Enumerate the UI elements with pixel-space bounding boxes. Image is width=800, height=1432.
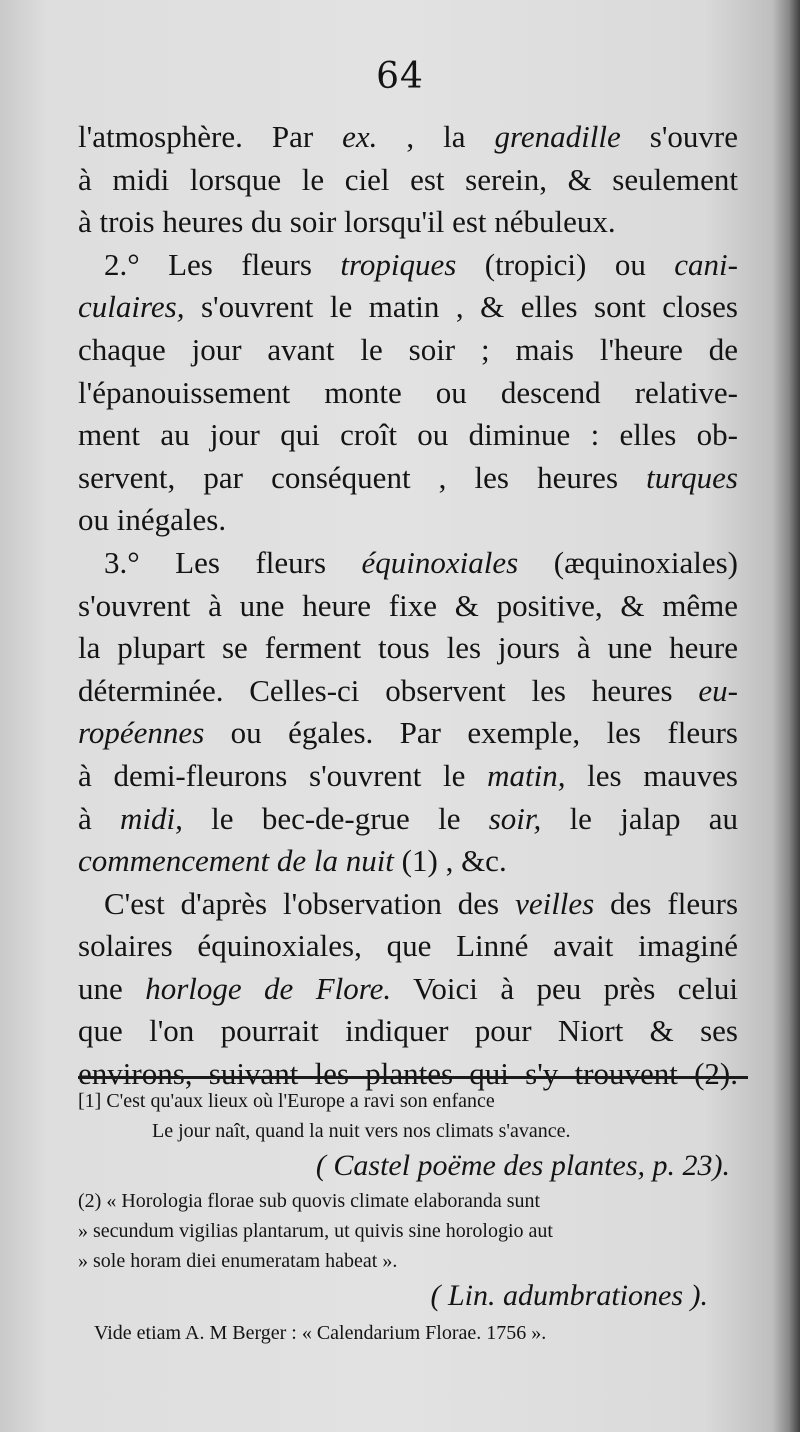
text-line: à midi, le bec-de-grue le soir, le jalap au [78, 800, 738, 836]
text-line: l'atmosphère. Par ex. , la grenadille s'ouvre [78, 119, 738, 154]
page-number: 64 [376, 56, 424, 97]
footnote-vide-reference: Vide etiam A. M Berger : « Calendarium Florae. 1756 ». [94, 1322, 547, 1344]
text-line: à demi-fleurons s'ouvrent le matin, les mauves [78, 757, 738, 793]
text-line: que l'on pourrait indiquer pour Niort & ses [78, 1013, 738, 1049]
footnote-1-line-2: Le jour naît, quand la nuit vers nos climats s'avance. [152, 1120, 571, 1142]
text-line: à trois heures du soir lorsqu'il est nébuleux. [78, 204, 616, 240]
main-text [78, 116, 738, 1096]
text-line: C'est d'après l'observation des veilles des fleurs [104, 885, 739, 921]
text-line: commencement de la nuit (1) , &c. [78, 843, 507, 879]
text-line: servent, par conséquent , les heures turques [78, 459, 738, 495]
text-line: la plupart se ferment tous les jours à une heure [78, 630, 738, 666]
text-line: ment au jour qui croît ou diminue : elles ob- [78, 417, 738, 453]
footnotes [78, 1086, 738, 1350]
text-line: s'ouvrent à une heure fixe & positive, & même [78, 587, 738, 623]
text-line: solaires équinoxiales, que Linné avait imaginé [78, 928, 738, 964]
footnote-1-citation: ( Castel poëme des plantes, p. 23). [315, 1149, 730, 1182]
text-line: 3.° Les fleurs équinoxiales (æquinoxiales) [104, 544, 738, 580]
text-line: culaires, s'ouvrent le matin , & elles sont closes [78, 289, 738, 325]
text-line: déterminée. Celles-ci observent les heures eu- [78, 672, 738, 708]
text-line: à midi lorsque le ciel est serein, & seulement [78, 161, 738, 197]
text-line: ropéennes ou égales. Par exemple, les fleurs [78, 715, 738, 751]
footnote-2-line-2: » secundum vigilias plantarum, ut quivis sine horologio aut [78, 1220, 553, 1242]
footnote-2-line-3: » sole horam diei enumeratam habeat ». [78, 1250, 398, 1272]
text-line: 2.° Les fleurs tropiques (tropici) ou cani- [104, 246, 738, 282]
footnote-1-line-1: [1] C'est qu'aux lieux où l'Europe a ravi son enfance [78, 1090, 495, 1112]
page-spine-shadow [772, 0, 800, 1432]
footnote-rule [78, 1076, 748, 1079]
text-line: l'épanouissement monte ou descend relative- [78, 374, 738, 410]
footnote-2-citation: ( Lin. adumbrationes ). [430, 1279, 708, 1312]
text-line: chaque jour avant le soir ; mais l'heure de [78, 331, 738, 367]
text-line: environs, suivant les plantes qui s'y trouvent (2). [78, 1056, 738, 1092]
text-line: une horloge de Flore. Voici à peu près celui [78, 970, 738, 1006]
text-line: ou inégales. [78, 502, 227, 538]
footnote-2-line-1: (2) « Horologia florae sub quovis climate elaboranda sunt [78, 1190, 541, 1212]
